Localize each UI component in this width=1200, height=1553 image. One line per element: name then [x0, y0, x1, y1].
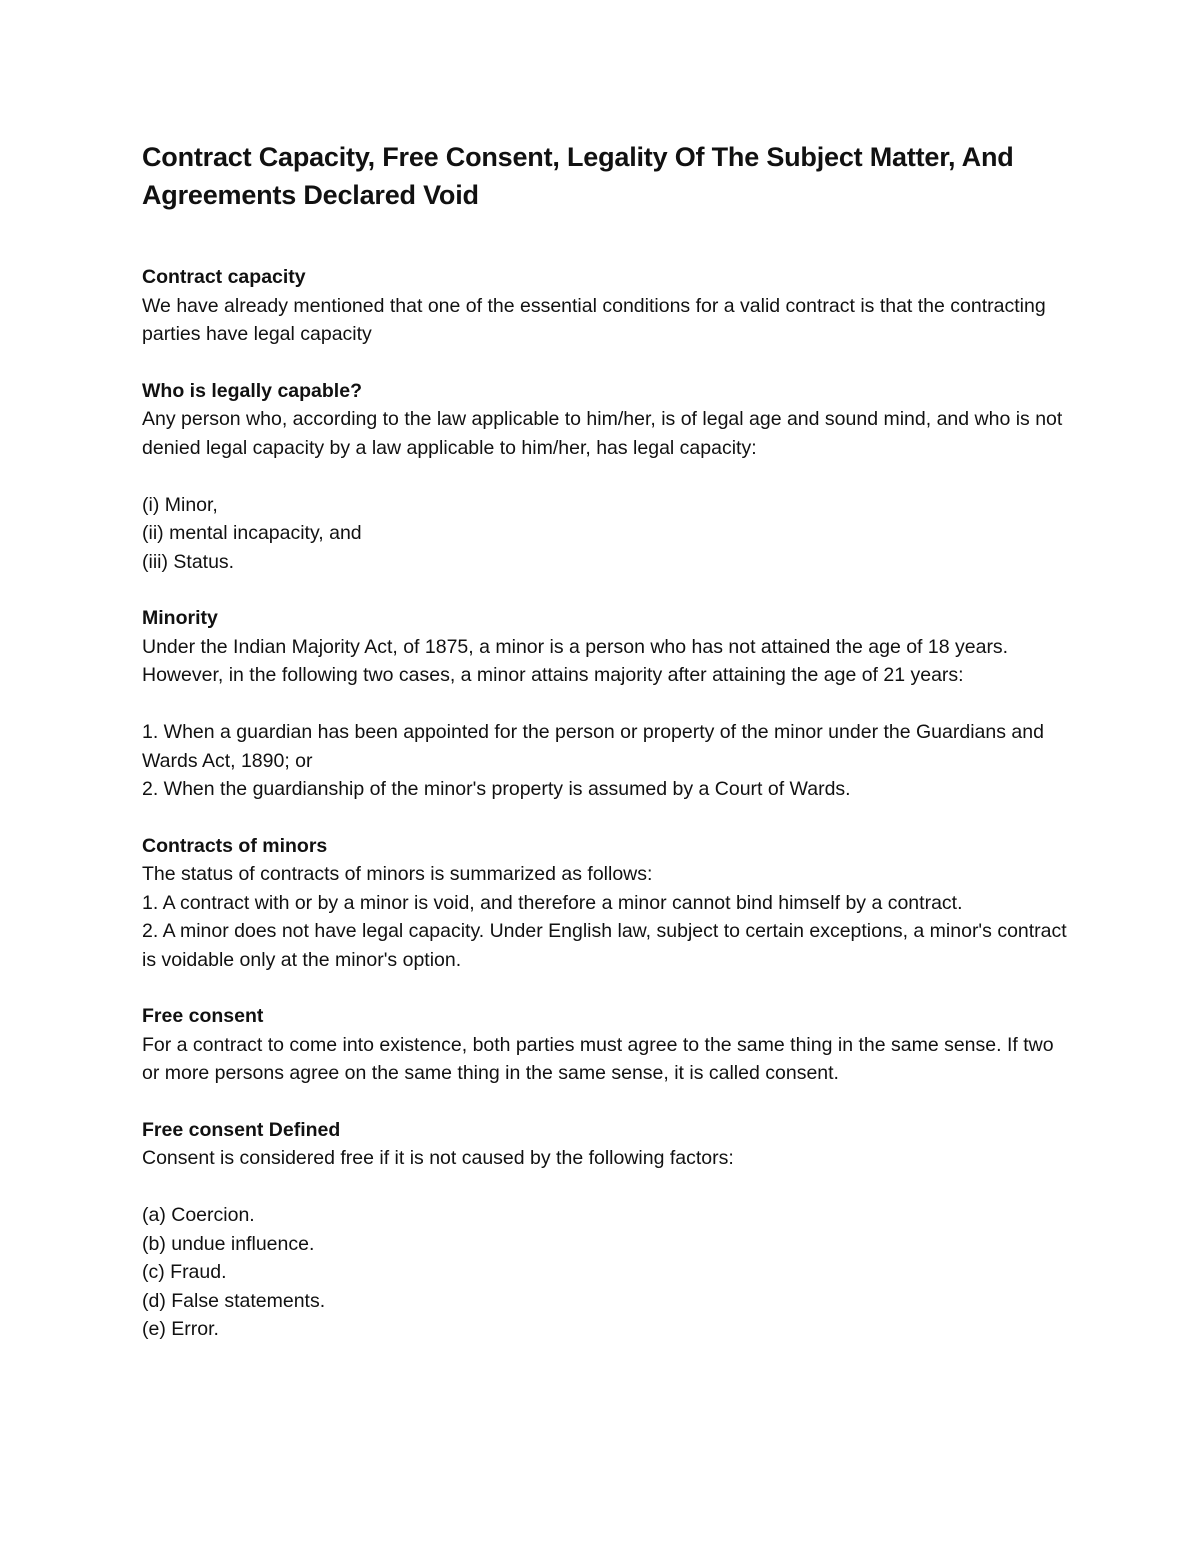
list-item: 1. When a guardian has been appointed for the person or property of the minor under the Guardians and Wards Act, 1890; or — [142, 721, 1044, 772]
minors-contracts-list — [142, 889, 1072, 975]
section-minority — [142, 604, 1072, 804]
section-body: For a contract to come into existence, both parties must agree to the same thing in the same sense. If two or more persons agree on the same thing in the same sense, it is called consent. — [142, 1033, 1054, 1084]
paragraph-gap — [142, 462, 1072, 491]
section-body: The status of contracts of minors is summarized as follows: — [142, 863, 653, 885]
list-item: 1. A contract with or by a minor is void, and therefore a minor cannot bind himself by a contract. — [142, 891, 963, 914]
section-body: Under the Indian Majority Act, of 1875, a minor is a person who has not attained the age of 18 years. However, in the following two cases, a minor attains majority after attaining the age of 21 years: — [142, 635, 1009, 686]
section-contracts-of-minors — [142, 832, 1072, 975]
list-item: (c) Fraud. — [142, 1261, 227, 1283]
paragraph-gap — [142, 690, 1072, 719]
capacity-list — [142, 491, 1072, 577]
list-item: (ii) mental incapacity, and — [142, 522, 362, 544]
list-item: (e) Error. — [142, 1318, 219, 1340]
section-free-consent-defined — [142, 1116, 1072, 1344]
list-item: 2. When the guardianship of the minor's property is assumed by a Court of Wards. — [142, 778, 851, 800]
list-item: (d) False statements. — [142, 1289, 326, 1312]
document-title: Contract Capacity, Free Consent, Legality Of The Subject Matter, And Agreements Declared Void — [142, 142, 1014, 210]
section-body: We have already mentioned that one of the essential conditions for a valid contract is that the contracting parties have legal capacity — [142, 294, 1046, 345]
list-item: (i) Minor, — [142, 493, 218, 516]
section-heading: Contracts of minors — [142, 834, 328, 857]
consent-factors-list — [142, 1201, 1072, 1344]
section-contract-capacity — [142, 263, 1072, 349]
minority-list — [142, 718, 1072, 804]
list-item: 2. A minor does not have legal capacity. Under English law, subject to certain exceptions, a minor's contract is voidable only at the minor's option. — [142, 920, 1067, 971]
section-body: Any person who, according to the law applicable to him/her, is of legal age and sound mind, and who is not denied legal capacity by a law applicable to him/her, has legal capacity: — [142, 408, 1063, 459]
section-heading: Free consent — [142, 1005, 264, 1027]
section-heading: Who is legally capable? — [142, 379, 362, 402]
section-heading: Minority — [142, 607, 218, 629]
document-content — [142, 138, 1072, 1344]
list-item: (b) undue influence. — [142, 1232, 315, 1255]
section-free-consent — [142, 1002, 1072, 1088]
list-item: (a) Coercion. — [142, 1204, 255, 1226]
section-legally-capable — [142, 377, 1072, 577]
section-heading: Contract capacity — [142, 266, 306, 288]
section-heading: Free consent Defined — [142, 1118, 341, 1141]
section-body: Consent is considered free if it is not caused by the following factors: — [142, 1147, 734, 1169]
list-item: (iii) Status. — [142, 550, 235, 573]
paragraph-gap — [142, 1173, 1072, 1202]
